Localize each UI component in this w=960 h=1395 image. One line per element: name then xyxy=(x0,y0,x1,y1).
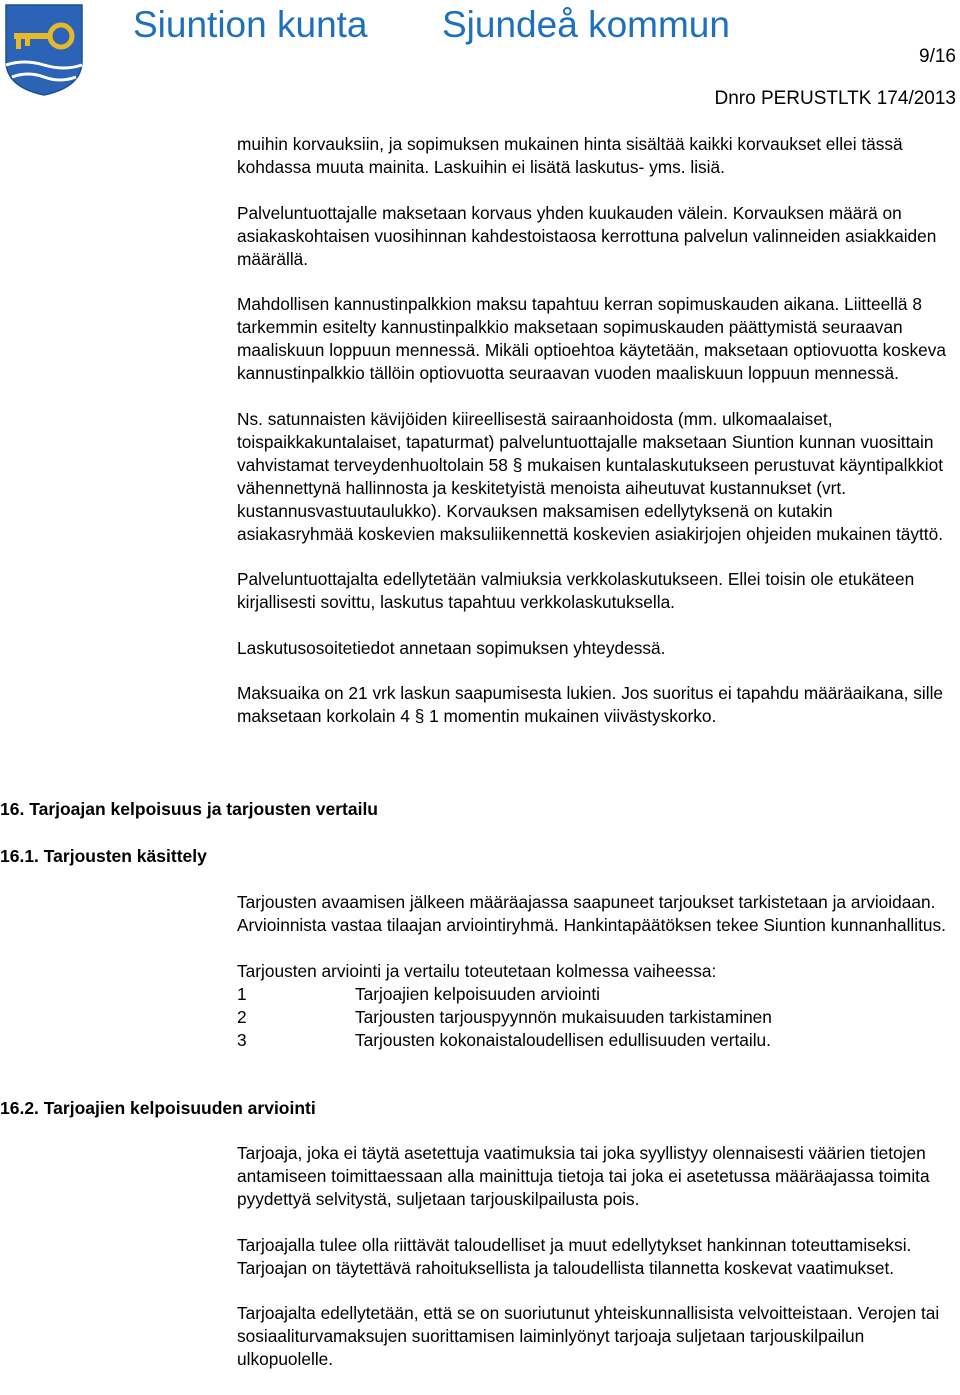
phase-number: 3 xyxy=(237,1029,247,1050)
paragraph: Ns. satunnaisten kävijöiden kiireellisestä sairaanhoidosta (mm. ulkomaalaiset, toispaikkakuntalaiset, tapaturmat) palveluntuottajalle maksetaan Siuntion kunnan vuosittain vahvistamat terveydenhuoltolain 58 § mukaisen kuntalaskutukseen perustuvat käyntipalkkiot vähennettynä hallinnosta ja keskitetyistä menoista aiheutuvat kustannukset (vrt. kustannusvastuutaulukko). Korvauksen maksamisen edellytyksenä on kutakin asiakasryhmää koskevien maksuliikennettä koskevien asiakirjojen ohjeiden mukainen täyttö. xyxy=(237,408,944,544)
paragraph: Palveluntuottajalta edellytetään valmiuksia verkkolaskutukseen. Ellei toisin ole etukäteen kirjallisesti sovittu, laskutus tapahtuu verkkolaskutuksella. xyxy=(237,569,915,612)
section-16-2-content xyxy=(237,1142,953,1371)
paragraph: Maksuaika on 21 vrk laskun saapumisesta lukien. Jos suoritus ei tapahdu määräaikana, sille maksetaan korkolain 4 § 1 momentin mukainen viivästyskorko. xyxy=(237,683,944,726)
paragraph: Tarjoaja, joka ei täytä asetettuja vaatimuksia tai joka syyllistyy olennaisesti väärien tietojen antamiseen toimittaessaan alla mainittuja tietoja tai joka ei asetetussa määräajassa toimita pyydettyä selvitystä, suljetaan tarjouskilpailusta pois. xyxy=(237,1143,930,1209)
phase-number: 1 xyxy=(237,983,247,1004)
phases-list xyxy=(237,983,953,1052)
paragraph: Tarjoajalla tulee olla riittävät taloudelliset ja muut edellytykset hankinnan toteuttamiseksi. Tarjoajan on täytettävä rahoituksellista ja taloudellista tilannetta koskevat vaatimukset. xyxy=(237,1234,912,1278)
paragraph: muihin korvauksiin, ja sopimuksen mukainen hinta sisältää kaikki korvaukset ellei tässä kohdassa muuta mainita. Laskuihin ei lisätä laskutus- yms. lisiä. xyxy=(237,134,903,177)
paragraph: Laskutusosoitetiedot annetaan sopimuksen yhteydessä. xyxy=(237,637,666,658)
paragraph: Palveluntuottajalle maksetaan korvaus yhden kuukauden välein. Korvauksen määrä on asiakaskohtaisen vuosihinnan kahdestoistaosa kerrottuna palvelun valinneiden asiakkaiden määrällä. xyxy=(237,202,937,269)
coat-of-arms-logo xyxy=(4,3,84,97)
municipality-name-sv: Sjundeå kommun xyxy=(442,4,730,45)
phase-item xyxy=(237,983,953,1006)
phase-item xyxy=(237,1006,953,1029)
section-16-1-content xyxy=(237,891,953,1052)
section-heading-16-2: 16.2. Tarjoajien kelpoisuuden arviointi xyxy=(0,1098,316,1118)
phase-text: Tarjoajien kelpoisuuden arviointi xyxy=(355,983,600,1004)
document-number: Dnro PERUSTLTK 174/2013 xyxy=(714,88,956,109)
paragraph: Tarjoajalta edellytetään, että se on suoriutunut yhteiskunnallisista velvoitteistaan. Verojen tai sosiaaliturvamaksujen suorittamisen laiminlyönyt tarjoaja suljetaan tarjouskilpailun ulkopuolelle. xyxy=(237,1303,940,1369)
municipality-name-fi: Siuntion kunta xyxy=(133,4,368,45)
body-text-top xyxy=(237,133,953,751)
phase-number: 2 xyxy=(237,1006,247,1027)
section-heading-16-1: 16.1. Tarjousten käsittely xyxy=(0,846,207,866)
phase-text: Tarjousten kokonaistaloudellisen edullisuuden vertailu. xyxy=(355,1029,771,1050)
phase-item xyxy=(237,1029,953,1052)
page-number: 9/16 xyxy=(919,46,956,67)
paragraph: Tarjousten avaamisen jälkeen määräajassa saapuneet tarjoukset tarkistetaan ja arvioidaan. Arvioinnista vastaa tilaajan arviointiryhmä. Hankintapäätöksen tekee Siuntion kunnanhallitus. xyxy=(237,892,946,935)
section-heading-16: 16. Tarjoajan kelpoisuus ja tarjousten vertailu xyxy=(0,799,378,819)
phase-text: Tarjousten tarjouspyynnön mukaisuuden tarkistaminen xyxy=(355,1006,772,1027)
phases-intro: Tarjousten arviointi ja vertailu toteutetaan kolmessa vaiheessa: xyxy=(237,960,717,981)
paragraph: Mahdollisen kannustinpalkkion maksu tapahtuu kerran sopimuskauden aikana. Liitteellä 8 tarkemmin esitelty kannustinpalkkio maksetaan sopimuskauden päättymistä seuraavan maaliskuun loppuun mennessä. Mikäli optioehtoa käytetään, maksetaan optiovuotta koskeva kannustinpalkkio tällöin optiovuotta seuraavan vuoden maaliskuun loppuun mennessä. xyxy=(237,294,946,383)
